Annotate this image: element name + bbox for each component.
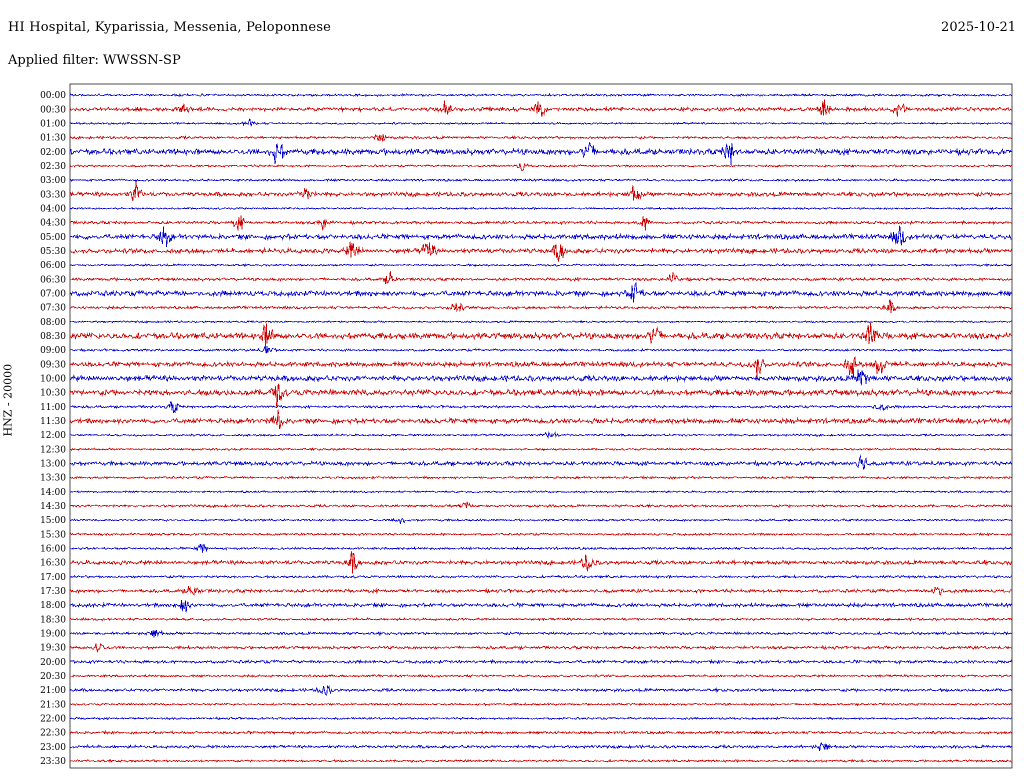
svg-text:03:00: 03:00 (40, 176, 66, 187)
svg-text:11:00: 11:00 (40, 402, 66, 413)
svg-text:21:00: 21:00 (40, 686, 66, 697)
svg-text:11:30: 11:30 (40, 416, 66, 427)
svg-text:13:30: 13:30 (40, 473, 66, 484)
svg-text:21:30: 21:30 (40, 700, 66, 711)
svg-text:17:30: 17:30 (40, 586, 66, 597)
svg-text:06:00: 06:00 (40, 261, 66, 272)
svg-text:20:30: 20:30 (40, 671, 66, 682)
svg-text:12:00: 12:00 (40, 431, 66, 442)
svg-text:10:00: 10:00 (40, 374, 66, 385)
svg-text:23:00: 23:00 (40, 742, 66, 753)
svg-text:10:30: 10:30 (40, 388, 66, 399)
svg-text:01:00: 01:00 (40, 119, 66, 130)
svg-text:22:00: 22:00 (40, 714, 66, 725)
svg-text:16:30: 16:30 (40, 558, 66, 569)
svg-text:08:00: 08:00 (40, 317, 66, 328)
svg-text:08:30: 08:30 (40, 331, 66, 342)
svg-text:09:00: 09:00 (40, 346, 66, 357)
svg-text:23:30: 23:30 (40, 756, 66, 767)
record-date: 2025-10-21 (941, 20, 1016, 35)
y-axis-label: HNZ - 20000 (1, 363, 15, 437)
helicorder-svg (28, 82, 1016, 772)
svg-text:00:30: 00:30 (40, 105, 66, 116)
svg-text:22:30: 22:30 (40, 728, 66, 739)
svg-text:07:30: 07:30 (40, 303, 66, 314)
svg-text:18:00: 18:00 (40, 601, 66, 612)
svg-text:17:00: 17:00 (40, 572, 66, 583)
page-title: HI Hospital, Kyparissia, Messenia, Peloponnese (8, 20, 332, 35)
svg-text:12:30: 12:30 (40, 445, 66, 456)
helicorder-plot (28, 82, 1016, 772)
svg-text:00:00: 00:00 (40, 91, 66, 102)
svg-text:05:30: 05:30 (40, 246, 66, 257)
svg-text:20:00: 20:00 (40, 657, 66, 668)
svg-text:02:00: 02:00 (40, 147, 66, 158)
svg-text:01:30: 01:30 (40, 133, 66, 144)
svg-text:05:00: 05:00 (40, 232, 66, 243)
svg-text:19:30: 19:30 (40, 643, 66, 654)
svg-text:18:30: 18:30 (40, 615, 66, 626)
svg-text:04:00: 04:00 (40, 204, 66, 215)
svg-text:14:00: 14:00 (40, 487, 66, 498)
svg-text:15:00: 15:00 (40, 516, 66, 527)
svg-text:06:30: 06:30 (40, 275, 66, 286)
svg-text:13:00: 13:00 (40, 459, 66, 470)
applied-filter-label: Applied filter: WWSSN-SP (8, 53, 181, 68)
svg-text:16:00: 16:00 (40, 544, 66, 555)
svg-text:14:30: 14:30 (40, 501, 66, 512)
svg-text:19:00: 19:00 (40, 629, 66, 640)
svg-text:04:30: 04:30 (40, 218, 66, 229)
svg-text:07:00: 07:00 (40, 289, 66, 300)
svg-text:15:30: 15:30 (40, 530, 66, 541)
svg-text:09:30: 09:30 (40, 360, 66, 371)
svg-text:03:30: 03:30 (40, 190, 66, 201)
svg-text:02:30: 02:30 (40, 161, 66, 172)
